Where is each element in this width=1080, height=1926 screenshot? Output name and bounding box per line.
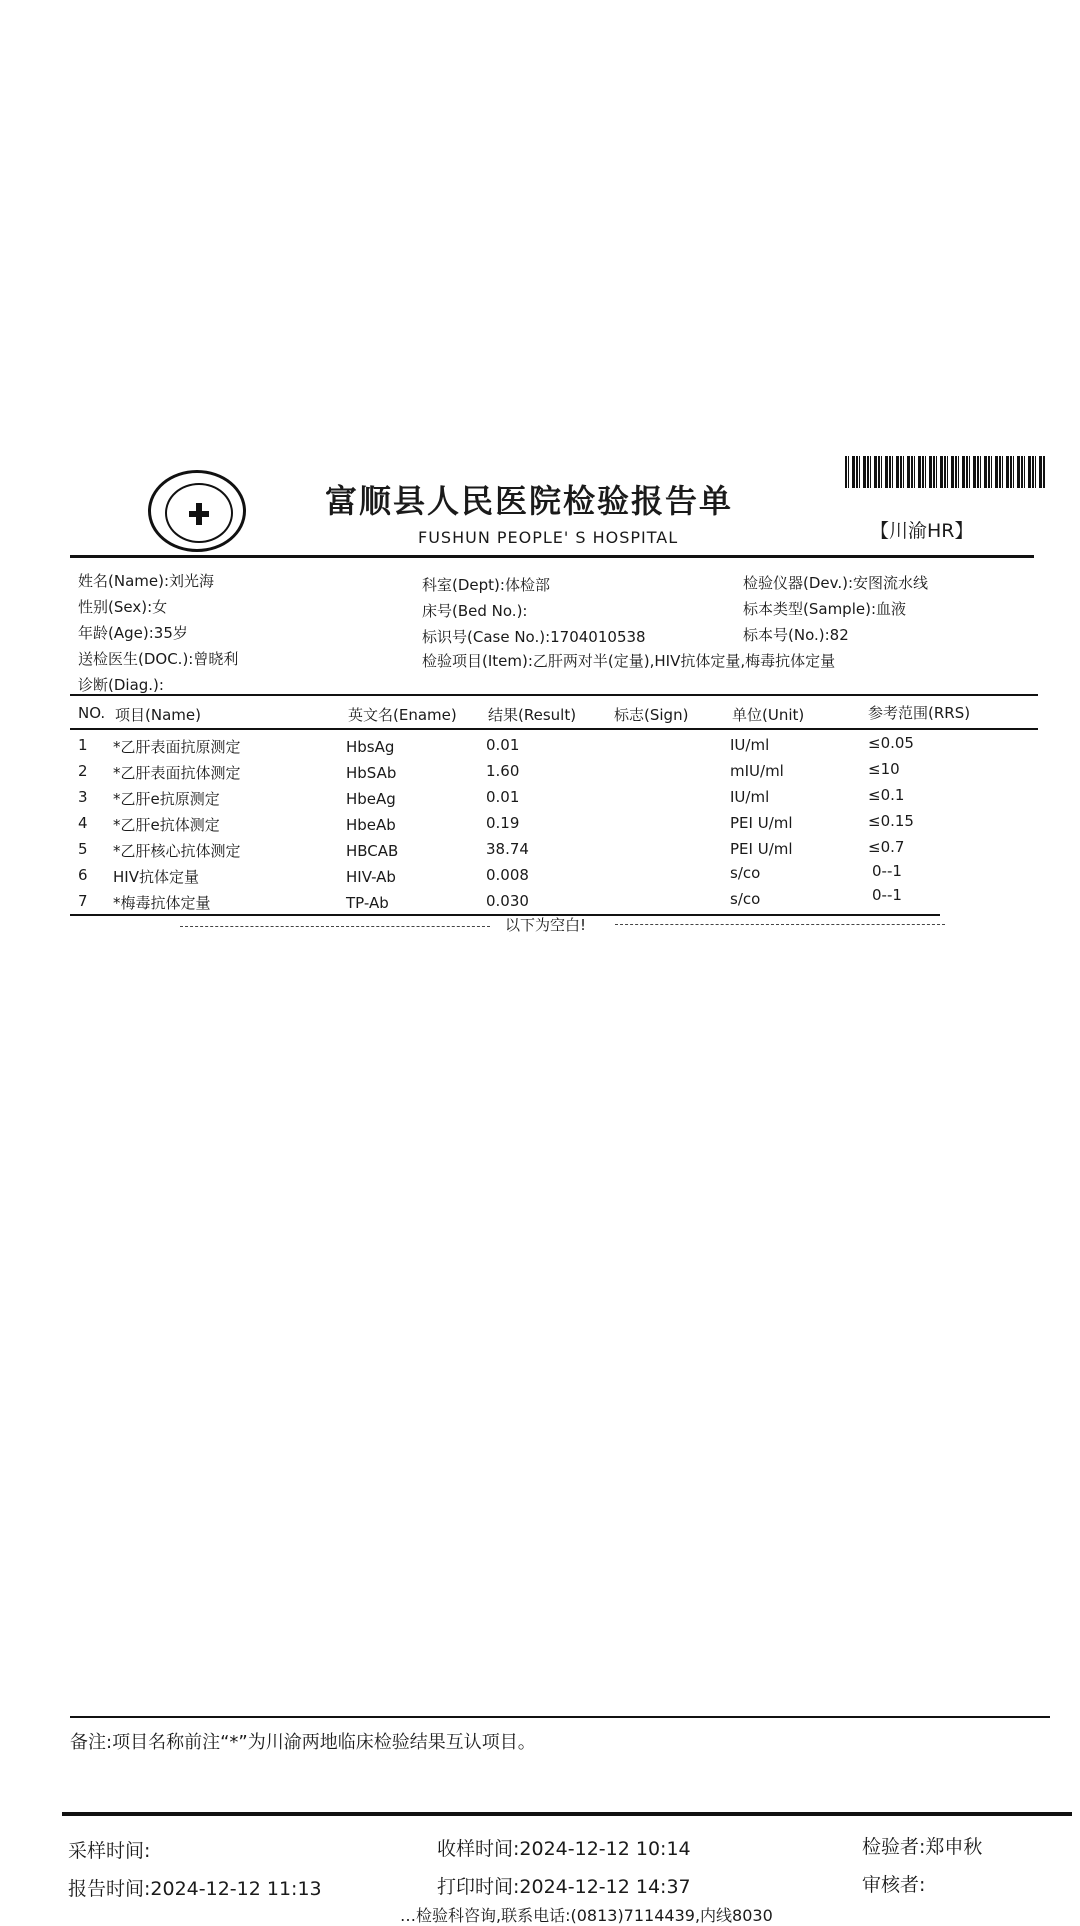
row-no: 4 (78, 814, 88, 832)
row-name: *乙肝表面抗体测定 (113, 764, 241, 782)
col-header-no: NO. (78, 704, 106, 722)
row-no: 2 (78, 762, 88, 780)
row-ref: ≤0.15 (868, 812, 914, 830)
row-ref: 0--1 (872, 862, 902, 880)
row-result: 38.74 (486, 840, 529, 858)
row-result: 0.030 (486, 892, 529, 910)
blank-dash-right (615, 924, 945, 925)
row-ref: 0--1 (872, 886, 902, 904)
row-name: *乙肝表面抗原测定 (113, 738, 241, 756)
patient-name: 姓名(Name):刘光海 (78, 572, 215, 590)
report-time: 报告时间:2024-12-12 11:13 (68, 1878, 322, 1900)
report-title: 富顺县人民医院检验报告单 (325, 482, 734, 520)
blank-note: 以下为空白! (505, 916, 587, 934)
row-unit: IU/ml (730, 788, 770, 806)
row-result: 0.008 (486, 866, 529, 884)
patient-age: 年龄(Age):35岁 (78, 624, 188, 642)
col-header-result: 结果(Result) (488, 706, 577, 724)
blank-dash-left (180, 926, 490, 927)
patient-doctor: 送检医生(DOC.):曾晓利 (78, 650, 239, 668)
row-result: 0.01 (486, 788, 520, 806)
row-unit: PEI U/ml (730, 840, 793, 858)
row-unit: IU/ml (730, 736, 770, 754)
col-header-name: 项目(Name) (115, 706, 201, 724)
row-no: 3 (78, 788, 88, 806)
row-ename: HIV-Ab (346, 868, 396, 886)
col-header-unit: 单位(Unit) (732, 706, 805, 724)
contact-line: …检验科咨询,联系电话:(0813)7114439,内线8030 (400, 1906, 773, 1925)
row-ename: HBCAB (346, 842, 399, 860)
report-tag: 【川渝HR】 (870, 520, 974, 542)
row-ename: HbeAb (346, 816, 396, 834)
row-result: 1.60 (486, 762, 520, 780)
row-ref: ≤0.05 (868, 734, 914, 752)
remark-top-rule (70, 1716, 1050, 1718)
patient-sample: 标本类型(Sample):血液 (743, 600, 907, 618)
row-result: 0.01 (486, 736, 520, 754)
row-ename: TP-Ab (346, 894, 389, 912)
info-rule (70, 694, 1038, 696)
row-ref: ≤0.1 (868, 786, 905, 804)
patient-device: 检验仪器(Dev.):安图流水线 (743, 574, 929, 592)
col-header-ref: 参考范围(RRS) (868, 704, 971, 722)
report-subtitle: FUSHUN PEOPLE' S HOSPITAL (418, 528, 679, 547)
row-name: HIV抗体定量 (113, 868, 199, 886)
row-unit: mIU/ml (730, 762, 784, 780)
row-result: 0.19 (486, 814, 520, 832)
patient-sex: 性别(Sex):女 (78, 598, 168, 616)
row-no: 1 (78, 736, 88, 754)
row-ref: ≤10 (868, 760, 900, 778)
row-unit: s/co (730, 864, 761, 882)
row-ename: HbSAb (346, 764, 397, 782)
row-ename: HbsAg (346, 738, 395, 756)
header-rule (70, 555, 1034, 558)
row-no: 5 (78, 840, 88, 858)
row-name: *梅毒抗体定量 (113, 894, 211, 912)
row-no: 7 (78, 892, 88, 910)
col-header-ename: 英文名(Ename) (348, 706, 457, 724)
barcode (845, 456, 1045, 488)
row-no: 6 (78, 866, 88, 884)
row-ename: HbeAg (346, 790, 396, 808)
patient-diagnosis: 诊断(Diag.): (78, 676, 164, 694)
hospital-logo (148, 470, 246, 552)
patient-bed: 床号(Bed No.): (422, 602, 528, 620)
table-header-rule (70, 728, 1038, 730)
row-unit: s/co (730, 890, 761, 908)
remark: 备注:项目名称前注“*”为川渝两地临床检验结果互认项目。 (70, 1732, 536, 1753)
row-unit: PEI U/ml (730, 814, 793, 832)
row-ref: ≤0.7 (868, 838, 905, 856)
patient-dept: 科室(Dept):体检部 (422, 576, 550, 594)
sample-time: 采样时间: (68, 1840, 151, 1862)
footer-rule (62, 1812, 1072, 1816)
print-time: 打印时间:2024-12-12 14:37 (437, 1876, 691, 1898)
col-header-sign: 标志(Sign) (614, 706, 689, 724)
tester: 检验者:郑申秋 (862, 1836, 983, 1858)
row-name: *乙肝e抗体测定 (113, 816, 220, 834)
patient-sample-no: 标本号(No.):82 (743, 626, 849, 644)
row-name: *乙肝核心抗体测定 (113, 842, 241, 860)
reviewer: 审核者: (862, 1874, 926, 1896)
patient-case: 标识号(Case No.):1704010538 (422, 628, 646, 646)
receive-time: 收样时间:2024-12-12 10:14 (437, 1838, 691, 1860)
row-name: *乙肝e抗原测定 (113, 790, 220, 808)
patient-items: 检验项目(Item):乙肝两对半(定量),HIV抗体定量,梅毒抗体定量 (422, 652, 836, 670)
